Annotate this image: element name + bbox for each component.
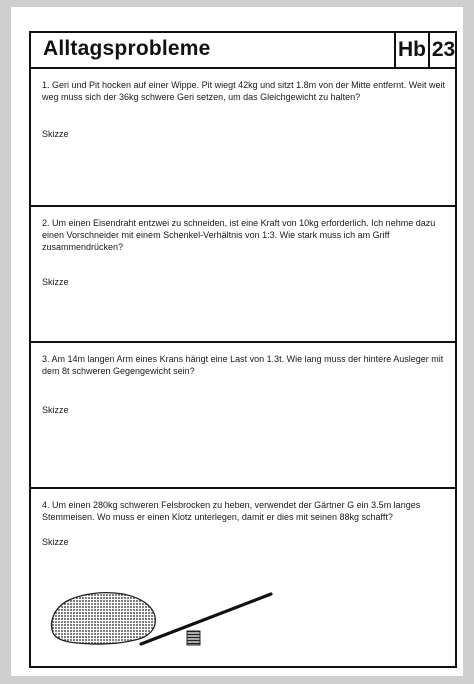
question-4-section bbox=[31, 489, 455, 666]
question-3-section bbox=[31, 343, 455, 489]
boulder-shape bbox=[52, 593, 156, 644]
worksheet-header bbox=[31, 33, 455, 69]
question-2-section bbox=[31, 207, 455, 343]
question-2-text: 2. Um einen Eisendraht entzwei zu schneiden, ist eine Kraft von 10kg erforderlich. Ich nehme dazu einen Vorschneider mit einem Schenkel-Verhältnis von 1:3. Wie stark muss ich am Griff zusammendrücken? bbox=[42, 218, 436, 252]
crowbar-line bbox=[141, 594, 271, 644]
question-1-section bbox=[31, 69, 455, 207]
sheet-number: 23 bbox=[428, 33, 457, 67]
question-2-sketch-label: Skizze bbox=[42, 277, 69, 287]
question-3-text: 3. Am 14m langen Arm eines Krans hängt eine Last von 1.3t. Wie lang muss der hintere Ausleger mit dem 8t schweren Gegengewicht sein? bbox=[42, 354, 444, 376]
question-3-sketch-label: Skizze bbox=[42, 405, 69, 415]
question-4-sketch-label: Skizze bbox=[42, 537, 69, 547]
question-1-sketch-label: Skizze bbox=[42, 129, 69, 139]
question-4-text: 4. Um einen 280kg schweren Felsbrocken zu heben, verwendet der Gärtner G ein 3.5m langes Stemmeisen. Wo muss er einen Klotz unterlegen, damit er dies mit seinen 88kg schafft? bbox=[42, 500, 421, 522]
question-1-text: 1. Geri und Pit hocken auf einer Wippe. Pit wiegt 42kg und sitzt 1.8m von der Mitte entfernt. Weit weit weg muss sich der 36kg schwere Geri setzen, um das Gleichgewicht zu halten? bbox=[42, 80, 446, 102]
worksheet-page bbox=[11, 7, 463, 676]
page-title: Alltagsprobleme bbox=[43, 37, 211, 60]
series-code: Hb bbox=[394, 33, 428, 67]
fulcrum-block bbox=[187, 631, 200, 645]
lever-sketch bbox=[49, 579, 279, 649]
worksheet-frame bbox=[29, 31, 457, 668]
